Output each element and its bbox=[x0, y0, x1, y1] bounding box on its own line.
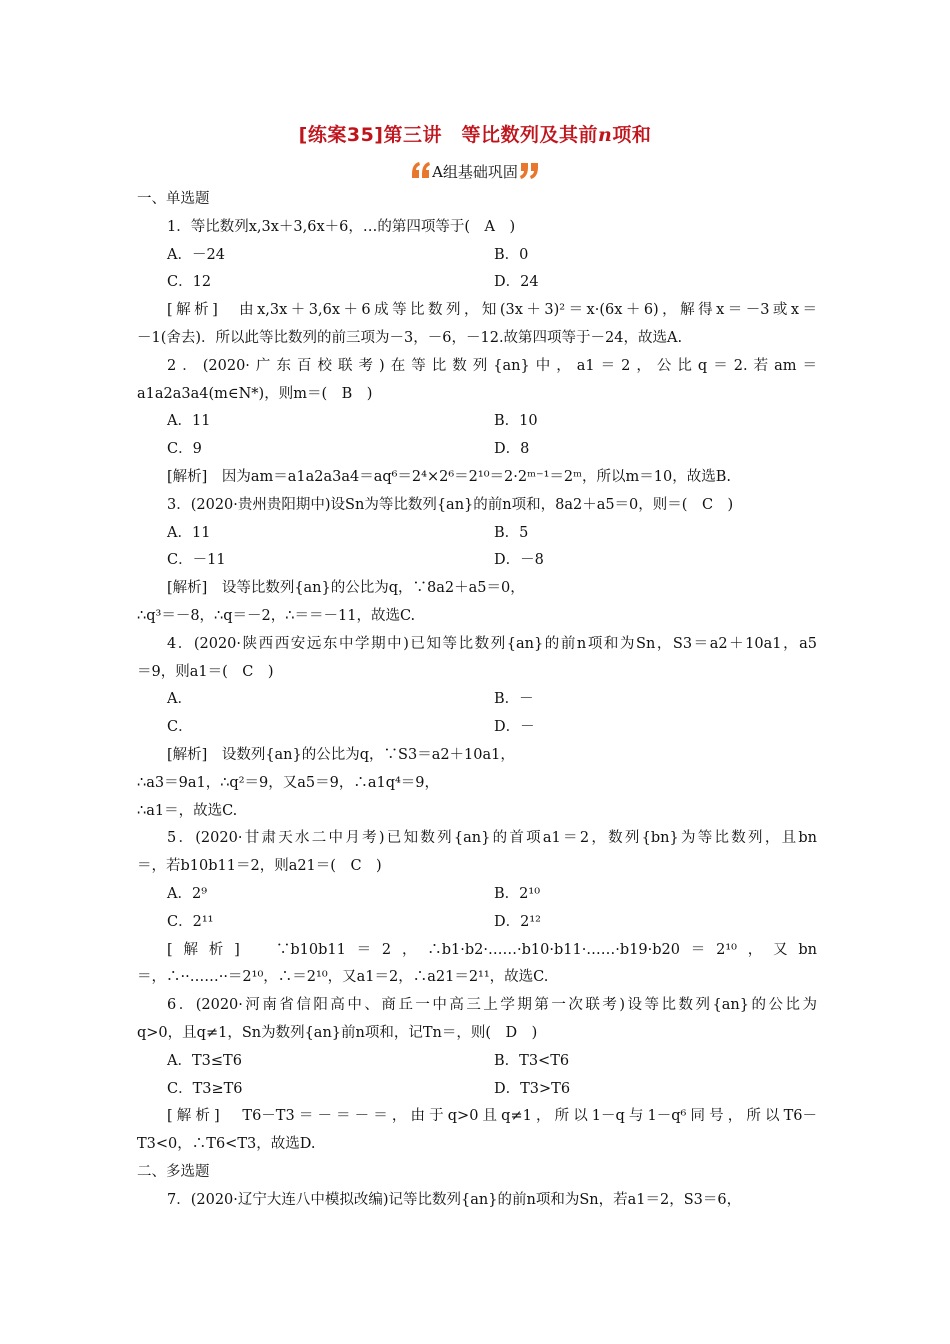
title-n: n bbox=[597, 124, 613, 146]
q1-option-b: B．0 bbox=[494, 246, 529, 263]
q1-analysis-line1: [解析] 由x,3x＋3,6x＋6成等比数列，知(3x＋3)²＝x·(6x＋6)，解得x＝－3或x＝ bbox=[167, 302, 817, 319]
close-quote-icon bbox=[518, 160, 540, 182]
q2-option-c: C．9 bbox=[167, 441, 202, 458]
q3-options-row2 bbox=[137, 547, 817, 575]
q4-option-d: D．－ bbox=[494, 719, 535, 736]
page-title bbox=[0, 120, 950, 147]
q6-option-b: B．T3<T6 bbox=[494, 1052, 570, 1069]
title-prefix: [练案35]第三讲 等比数列及其前 bbox=[298, 124, 598, 146]
q5-options-row1 bbox=[137, 881, 817, 909]
open-quote-icon bbox=[410, 160, 432, 182]
q2-analysis: [解析] 因为am＝a1a2a3a4＝aq⁶＝2⁴×2⁶＝2¹⁰＝2·2ᵐ⁻¹＝2ᵐ，所以m＝10，故选B. bbox=[167, 468, 732, 485]
q3-option-c: C．－11 bbox=[167, 552, 226, 569]
q7-stem: 7．(2020·辽宁大连八中模拟改编)记等比数列{an}的前n项和为Sn，若a1＝2，S3＝6， bbox=[167, 1191, 742, 1208]
group-label: A组基础巩固 bbox=[432, 162, 518, 181]
q1-options-row1 bbox=[137, 242, 817, 270]
q6-options-row1 bbox=[137, 1048, 817, 1076]
q5-stem-line2: ＝，若b10b11＝2，则a21＝( C ) bbox=[137, 858, 382, 875]
q2-option-b: B．10 bbox=[494, 413, 538, 430]
q5-option-c: C．2¹¹ bbox=[167, 913, 214, 930]
q2-stem-line1: 2．(2020·广东百校联考)在等比数列{an}中，a1＝2，公比q＝2.若am＝ bbox=[167, 357, 817, 374]
q4-option-b: B．－ bbox=[494, 691, 534, 708]
q2-options-row2 bbox=[137, 436, 817, 464]
q5-analysis-line2: ＝，∴··……··＝2¹⁰，∴＝2¹⁰，又a1＝2，∴a21＝2¹¹，故选C. bbox=[137, 969, 549, 986]
q3-analysis-line2: ∴q³＝－8，∴q＝－2，∴＝＝－11，故选C. bbox=[137, 607, 416, 624]
q6-options-row2 bbox=[137, 1076, 817, 1104]
q4-options-row2 bbox=[137, 714, 817, 742]
q6-stem-line1: 6．(2020·河南省信阳高中、商丘一中高三上学期第一次联考)设等比数列{an}的公比为 bbox=[167, 997, 817, 1014]
q4-stem-line2: ＝9，则a1＝( C ) bbox=[137, 663, 274, 680]
q5-stem-line1: 5．(2020·甘肃天水二中月考)已知数列{an}的首项a1＝2，数列{bn}为等比数列，且bn bbox=[167, 830, 817, 847]
q1-option-d: D．24 bbox=[494, 274, 539, 291]
q4-option-c: C． bbox=[167, 719, 193, 736]
section-multi-choice: 二、多选题 bbox=[137, 1163, 210, 1180]
q4-options-row1 bbox=[137, 686, 817, 714]
q6-stem-line2: q>0，且q≠1，Sn为数列{an}前n项和，记Tn＝，则( D ) bbox=[137, 1024, 538, 1041]
q2-options-row1 bbox=[137, 408, 817, 436]
document-body bbox=[137, 186, 817, 1214]
q6-option-c: C．T3≥T6 bbox=[167, 1080, 243, 1097]
title-suffix: 项和 bbox=[612, 124, 652, 146]
q5-option-b: B．2¹⁰ bbox=[494, 885, 541, 902]
q4-analysis-line1: [解析] 设数列{an}的公比为q，∵S3＝a2＋10a1， bbox=[167, 746, 515, 763]
q5-option-d: D．2¹² bbox=[494, 913, 541, 930]
q3-analysis-line1: [解析] 设等比数列{an}的公比为q，∵8a2＋a5＝0， bbox=[167, 580, 525, 597]
q3-options-row1 bbox=[137, 520, 817, 548]
q5-analysis-line1: [解析] ∵b10b11＝2，∴b1·b2·……·b10·b11·……·b19·b20＝2¹⁰，又bn bbox=[167, 941, 817, 958]
group-heading bbox=[0, 160, 950, 182]
q3-option-d: D．－8 bbox=[494, 552, 544, 569]
q1-analysis-line2: －1(舍去)．所以此等比数列的前三项为－3，－6，－12.故第四项等于－24，故选A. bbox=[137, 329, 683, 346]
q2-option-d: D．8 bbox=[494, 441, 530, 458]
q3-option-b: B．5 bbox=[494, 524, 529, 541]
q3-option-a: A．11 bbox=[167, 524, 211, 541]
q6-option-a: A．T3≤T6 bbox=[167, 1052, 242, 1069]
q6-analysis-line2: T3<0，∴T6<T3，故选D. bbox=[137, 1136, 316, 1153]
q1-stem: 1．等比数列x,3x＋3,6x＋6，…的第四项等于( A ) bbox=[167, 218, 516, 235]
q6-analysis-line1: [解析] T6－T3＝－＝－＝，由于q>0且q≠1，所以1－q与1－q⁶同号，所以T6－ bbox=[167, 1108, 817, 1125]
q4-analysis-line2: ∴a3＝9a1，∴q²＝9，又a5＝9，∴a1q⁴＝9， bbox=[137, 774, 440, 791]
q1-option-a: A．－24 bbox=[167, 246, 225, 263]
section-single-choice: 一、单选题 bbox=[137, 191, 210, 207]
q5-options-row2 bbox=[137, 909, 817, 937]
q1-option-c: C．12 bbox=[167, 274, 212, 291]
q4-option-a: A． bbox=[167, 691, 192, 708]
q4-stem-line1: 4．(2020·陕西西安远东中学期中)已知等比数列{an}的前n项和为Sn，S3＝a2＋10a1，a5 bbox=[167, 635, 817, 652]
q3-stem: 3．(2020·贵州贵阳期中)设Sn为等比数列{an}的前n项和，8a2＋a5＝0，则＝( C ) bbox=[167, 496, 734, 513]
q2-stem-line2: a1a2a3a4(m∈N*)，则m＝( B ) bbox=[137, 385, 373, 402]
q5-option-a: A．2⁹ bbox=[167, 885, 208, 902]
q2-option-a: A．11 bbox=[167, 413, 211, 430]
q1-options-row2 bbox=[137, 269, 817, 297]
q6-option-d: D．T3>T6 bbox=[494, 1080, 571, 1097]
q4-analysis-line3: ∴a1＝，故选C. bbox=[137, 802, 238, 819]
